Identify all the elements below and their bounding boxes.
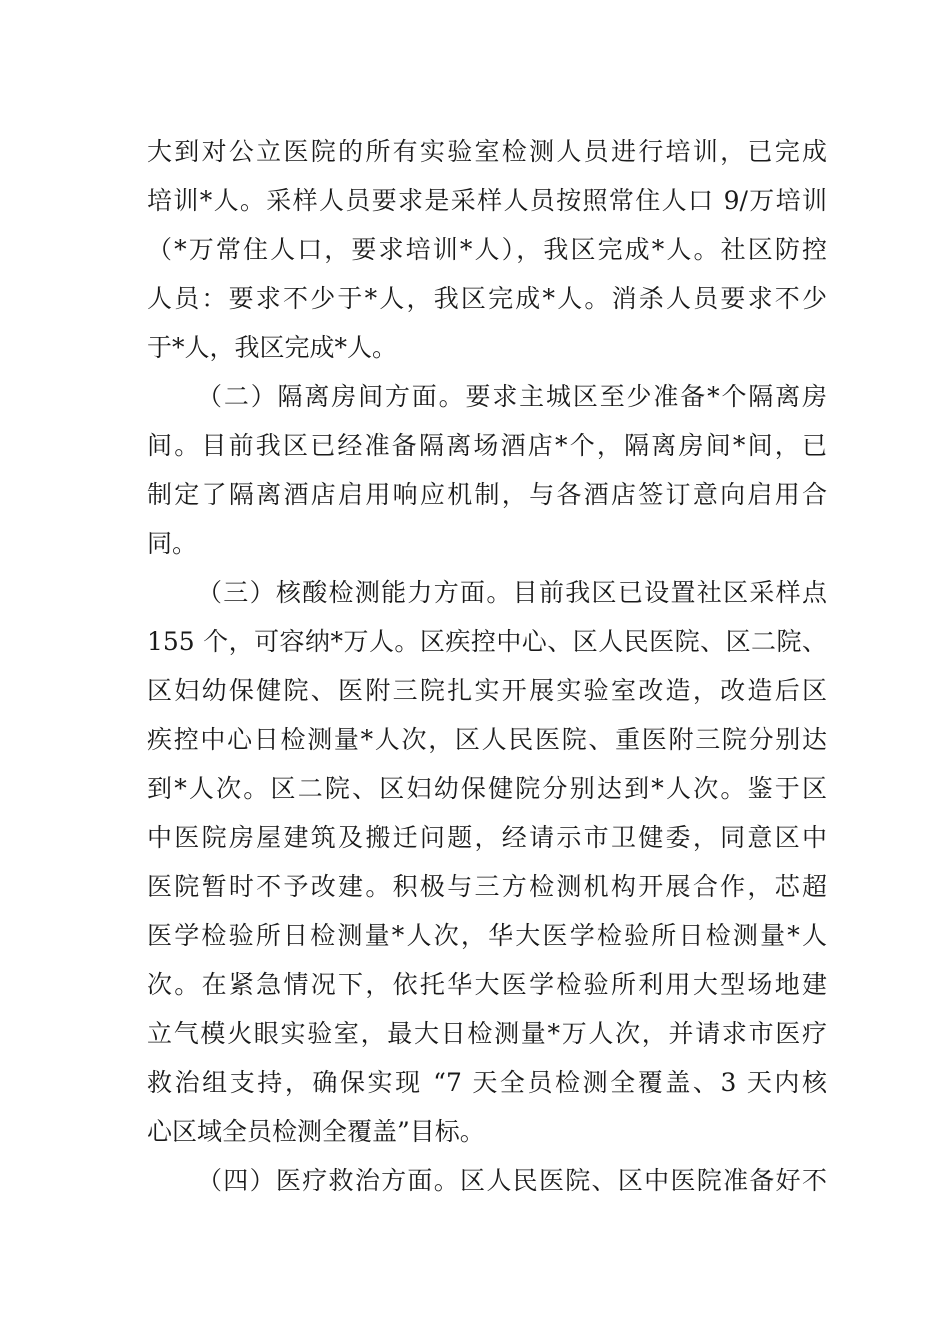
text-line: 到*人次。区二院、区妇幼保健院分别达到*人次。鉴于区 <box>147 774 827 803</box>
document-body <box>147 127 827 1205</box>
text-line: 医学检验所日检测量*人次，华大医学检验所日检测量*人 <box>147 921 827 950</box>
text-line: 区妇幼保健院、医附三院扎实开展实验室改造，改造后区 <box>147 676 827 705</box>
text-line: 155 个，可容纳*万人。区疾控中心、区人民医院、区二院、 <box>147 627 827 656</box>
text-line: 于*人，我区完成*人。 <box>147 333 398 362</box>
text-line: 立气模火眼实验室，最大日检测量*万人次，并请求市医疗 <box>147 1019 827 1048</box>
text-line: （三）核酸检测能力方面。目前我区已设置社区采样点 <box>197 578 827 607</box>
text-line: 中医院房屋建筑及搬迁问题，经请示市卫健委，同意区中 <box>147 823 827 852</box>
text-line: 同。 <box>147 529 198 558</box>
text-line: 次。在紧急情况下，依托华大医学检验所利用大型场地建 <box>147 970 827 999</box>
text-line: 大到对公立医院的所有实验室检测人员进行培训，已完成 <box>147 137 827 166</box>
text-line: （*万常住人口，要求培训*人），我区完成*人。社区防控 <box>147 235 827 264</box>
text-line: 救治组支持，确保实现 “7 天全员检测全覆盖、3 天内核 <box>147 1068 827 1097</box>
text-line: 培训*人。采样人员要求是采样人员按照常住人口 9/万培训 <box>147 186 827 215</box>
text-line: （四）医疗救治方面。区人民医院、区中医院准备好不 <box>197 1166 827 1195</box>
text-line: 疾控中心日检测量*人次，区人民医院、重医附三院分别达 <box>147 725 827 754</box>
paragraph-nucleic-acid-testing <box>147 568 827 1156</box>
text-line: （二）隔离房间方面。要求主城区至少准备*个隔离房 <box>197 382 827 411</box>
text-line: 心区域全员检测全覆盖”目标。 <box>147 1117 485 1146</box>
text-line: 医院暂时不予改建。积极与三方检测机构开展合作，芯超 <box>147 872 827 901</box>
text-line: 间。目前我区已经准备隔离场酒店*个，隔离房间*间，已 <box>147 431 827 460</box>
paragraph-medical-treatment <box>147 1156 827 1205</box>
paragraph-isolation-rooms <box>147 372 827 568</box>
text-line: 制定了隔离酒店启用响应机制，与各酒店签订意向启用合 <box>147 480 827 509</box>
text-line: 人员：要求不少于*人，我区完成*人。消杀人员要求不少 <box>147 284 827 313</box>
paragraph-training <box>147 127 827 372</box>
